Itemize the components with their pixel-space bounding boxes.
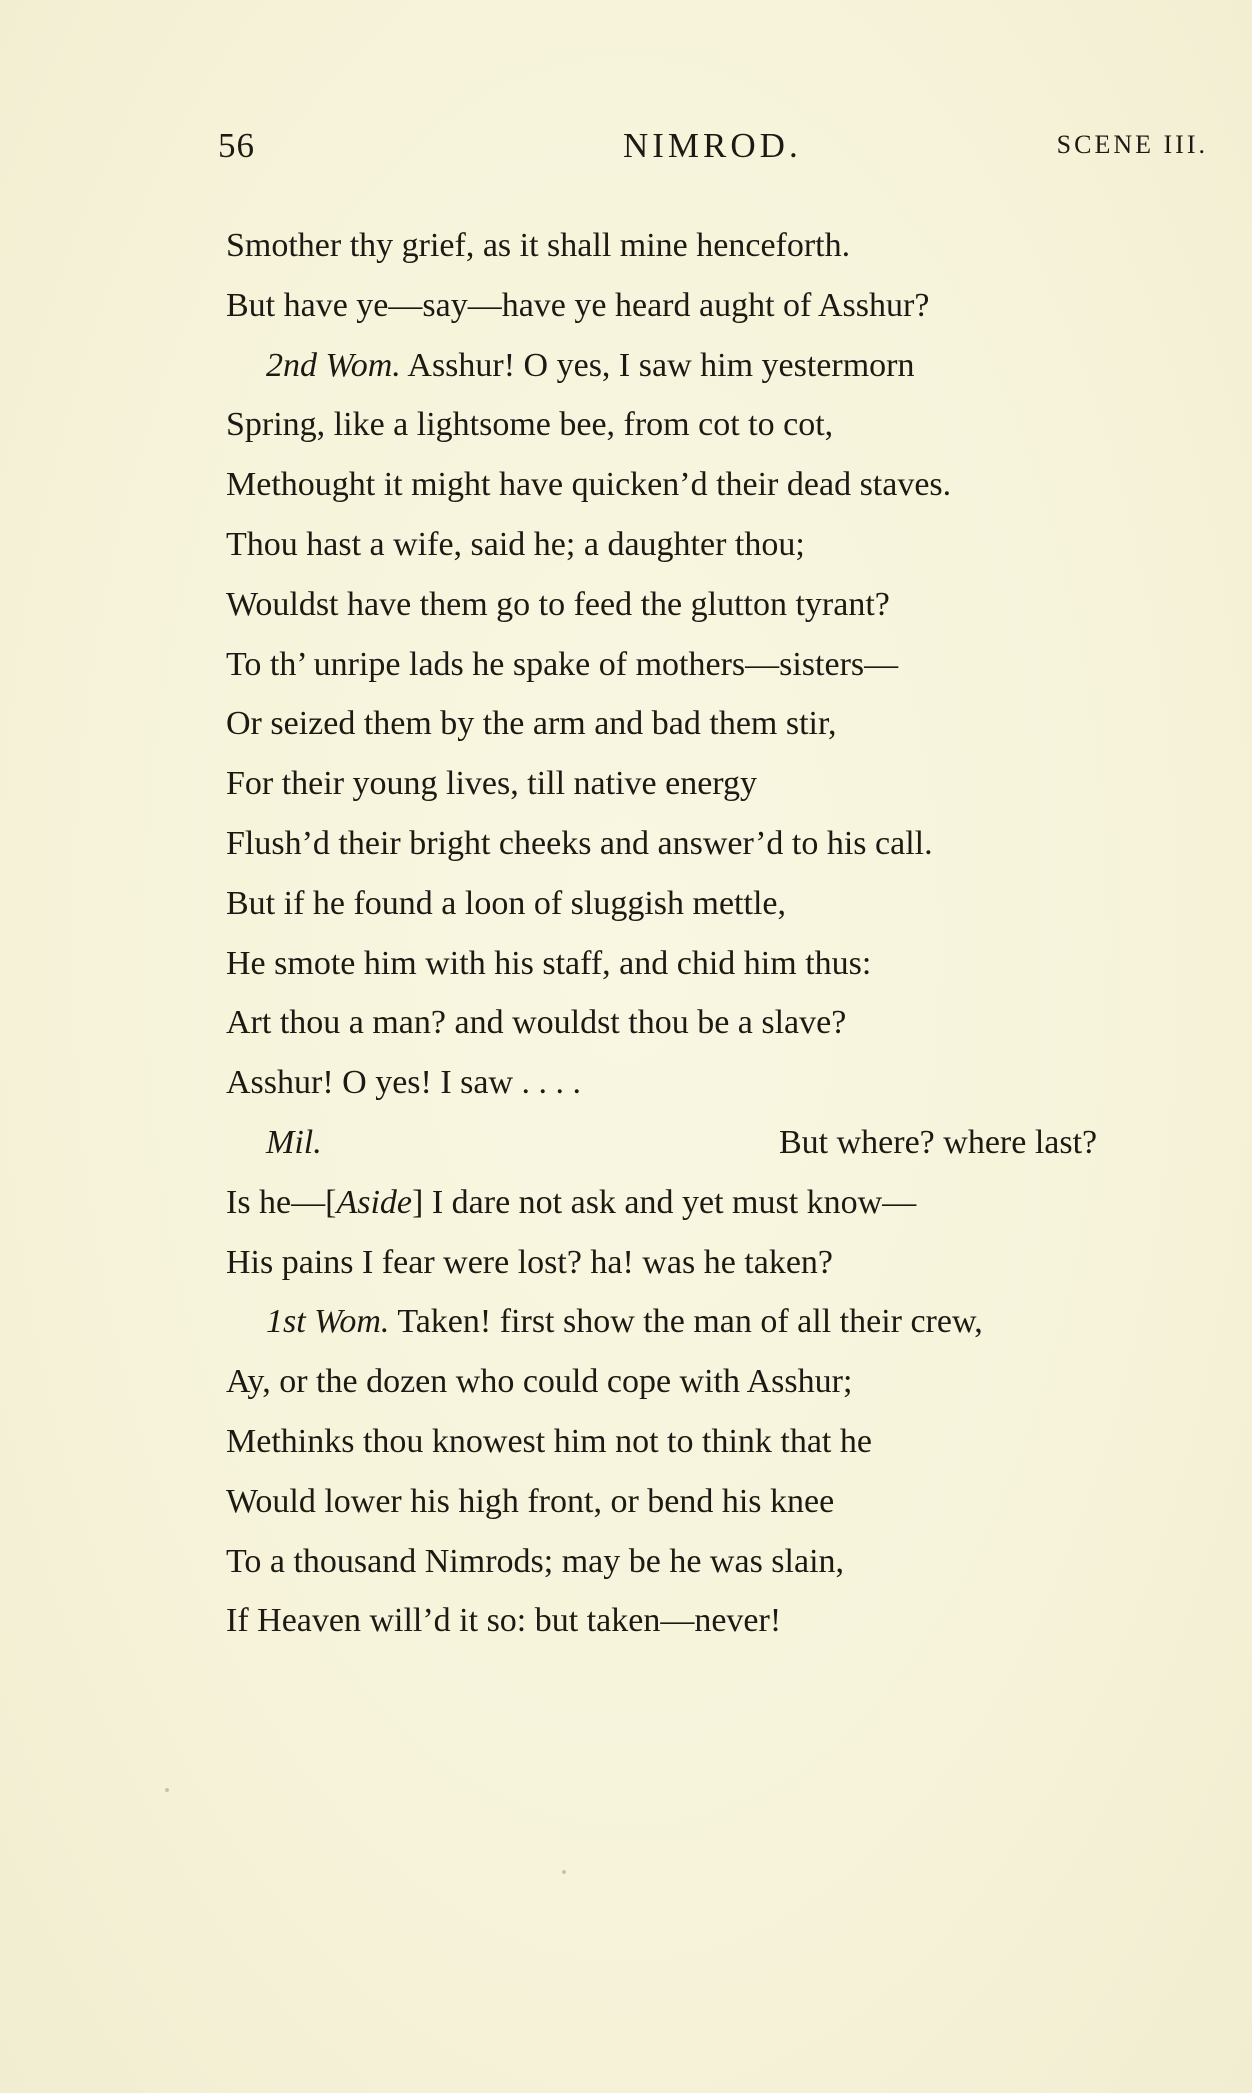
stage-direction: Aside [336, 1183, 413, 1221]
scene-label: SCENE III. [1056, 130, 1208, 159]
verse-line: But if he found a loon of sluggish mettle, [226, 884, 786, 922]
speech-text: Asshur! O yes, I saw him yestermorn [400, 346, 915, 384]
verse-line: For their young lives, till native energy [226, 765, 758, 803]
verse-line: If Heaven will’d it so: but taken—never! [226, 1602, 782, 1640]
verse-line: Art thou a man? and wouldst thou be a slave? [226, 1004, 847, 1042]
verse-line: Flush’d their bright cheeks and answer’d to his call. [226, 824, 933, 862]
line-text: Is he—[ [226, 1183, 337, 1221]
verse-line: Methinks thou knowest him not to think that he [226, 1422, 872, 1460]
verse-line: Thou hast a wife, said he; a daughter thou; [226, 525, 805, 563]
verse-line: Ay, or the dozen who could cope with Asshur; [226, 1363, 853, 1401]
speech-line [226, 336, 1236, 396]
verse-line: Would lower his high front, or bend his knee [226, 1482, 835, 1520]
speaker-name: 1st Wom. [266, 1303, 390, 1341]
speech-text: Taken! first show the man of all their crew, [389, 1303, 983, 1341]
speech-text: But where? where last? [779, 1123, 1098, 1161]
verse-line: Or seized them by the arm and bad them stir, [226, 705, 837, 743]
speech-line [226, 1113, 1236, 1173]
speech-line [226, 1292, 1236, 1352]
verse-line: Spring, like a lightsome bee, from cot to cot, [226, 406, 834, 444]
paper-speck [165, 1788, 169, 1792]
verse-line: Smother thy grief, as it shall mine henceforth. [226, 227, 851, 264]
verse-line: To th’ unripe lads he spake of mothers—sisters— [226, 645, 899, 683]
page-number: 56 [218, 126, 255, 165]
verse-line [226, 1173, 1236, 1233]
verse-line: He smote him with his staff, and chid him thus: [226, 944, 872, 982]
verse-line: Asshur! O yes! I saw . . . . [226, 1064, 582, 1102]
running-header [218, 126, 1208, 176]
verse-line: His pains I fear were lost? ha! was he taken? [226, 1243, 834, 1281]
paper-speck [562, 1870, 566, 1874]
verse-line: Wouldst have them go to feed the glutton tyrant? [226, 585, 890, 623]
verse-line: But have ye—say—have ye heard aught of Asshur? [226, 286, 930, 324]
running-title: NIMROD. [623, 126, 802, 165]
speaker-name: 2nd Wom. [266, 346, 401, 384]
verse-line: Methought it might have quicken’d their dead staves. [226, 466, 952, 504]
line-text: ] I dare not ask and yet must know— [412, 1183, 917, 1221]
verse-text [226, 216, 1236, 1651]
speaker-name: Mil. [266, 1123, 322, 1161]
verse-line: To a thousand Nimrods; may be he was slain, [226, 1542, 845, 1580]
